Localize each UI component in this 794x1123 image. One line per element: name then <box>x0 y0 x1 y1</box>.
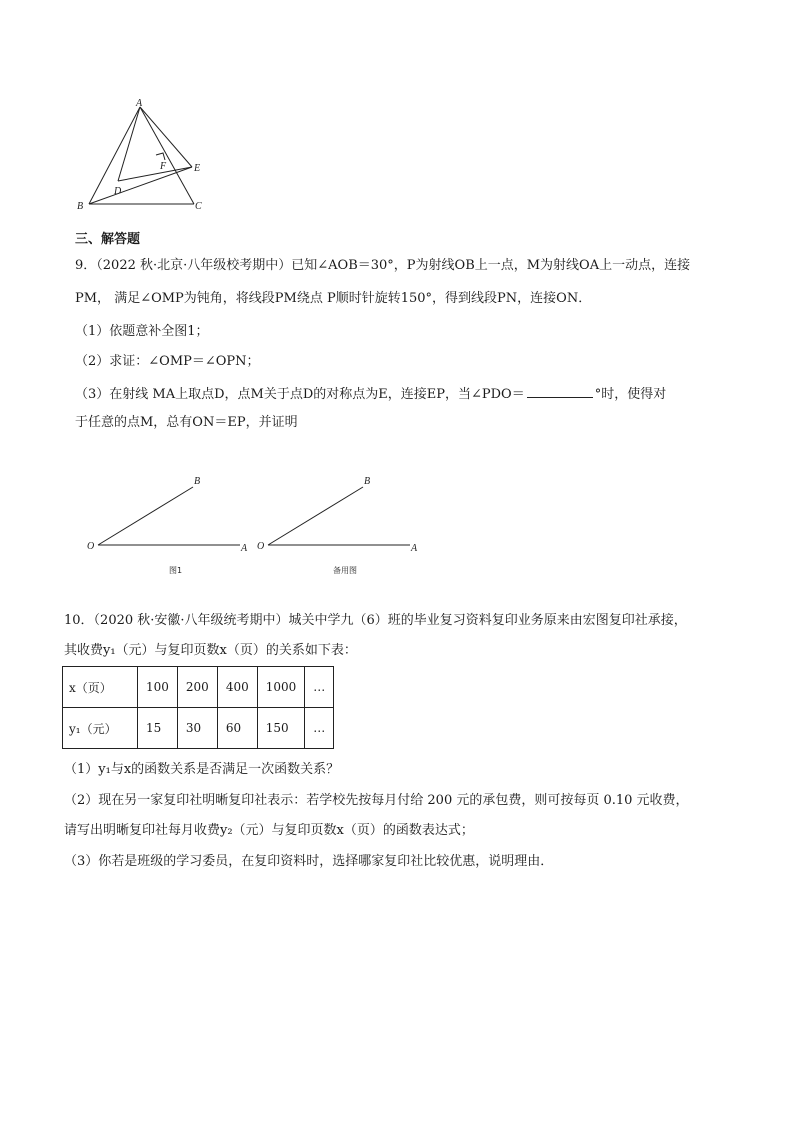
angle-figure-1 <box>85 470 265 580</box>
table-cell: … <box>305 667 334 708</box>
q10-line1: 10．（2020 秋·安徽·八年级统考期中）城关中学九（6）班的毕业复习资料复印业务原来由宏图复印社承接， <box>64 613 687 628</box>
answer-blank[interactable] <box>527 385 593 398</box>
section-title: 三、解答题 <box>75 232 141 247</box>
q10-sub3: （3）你若是班级的学习委员，在复印资料时，选择哪家复印社比较优惠，说明理由． <box>64 854 554 869</box>
fig2-caption: 备用图 <box>333 566 357 575</box>
vertex-label-a: A <box>136 98 143 109</box>
table-cell: … <box>305 708 334 749</box>
table-cell: 200 <box>177 667 217 708</box>
table-cell: 100 <box>138 667 178 708</box>
fig1-label-o: O <box>87 541 95 552</box>
q9-line2: PM， 满足∠OMP为钝角，将线段PM绕点 P顺时针旋转150°，得到线段PN，连接ON． <box>75 291 592 306</box>
vertex-label-f: F <box>160 161 167 172</box>
q9-sub3-text: （3）在射线 MA上取点D，点M关于点D的对称点为E，连接EP，当∠PDO＝ <box>75 387 525 402</box>
q9-sub3-line2: 于任意的点M，总有ON＝EP，并证明 <box>75 415 298 430</box>
vertex-label-c: C <box>195 201 202 212</box>
table-cell: 60 <box>217 708 257 749</box>
q10-line2: 其收费y₁（元）与复印页数x（页）的关系如下表： <box>64 643 357 658</box>
table-cell: 15 <box>138 708 178 749</box>
q10-sub2-line1: （2）现在另一家复印社明晰复印社表示：若学校先按每月付给 200 元的承包费，则可按每页 0.10 元收费， <box>64 793 689 808</box>
table-cell: 1000 <box>257 667 305 708</box>
data-table <box>62 666 334 749</box>
vertex-label-b: B <box>77 201 84 212</box>
fig2-label-a: A <box>411 543 418 554</box>
fig2-label-b: B <box>364 476 371 487</box>
table-cell: 30 <box>177 708 217 749</box>
q9-line1: 9．（2022 秋·北京·八年级校考期中）已知∠AOB＝30°，P为射线OB上一点，M为射线OA上一动点，连接 <box>75 258 691 273</box>
fig1-label-b: B <box>194 476 201 487</box>
table-row <box>63 667 334 708</box>
fig1-label-a: A <box>241 543 248 554</box>
fig1-caption: 图1 <box>169 566 183 575</box>
q10-sub1: （1）y₁与x的函数关系是否满足一次函数关系？ <box>64 762 340 777</box>
table-row-header: x（页） <box>63 667 138 708</box>
triangle-figure <box>70 95 220 213</box>
vertex-label-e: E <box>194 163 201 174</box>
table-row-header: y₁（元） <box>63 708 138 749</box>
q9-sub3 <box>75 385 666 403</box>
q10-sub2-line2: 请写出明晰复印社每月收费y₂（元）与复印页数x（页）的函数表达式； <box>64 823 474 838</box>
table-row <box>63 708 334 749</box>
q9-sub2: （2）求证：∠OMP＝∠OPN； <box>75 354 260 369</box>
table-cell: 400 <box>217 667 257 708</box>
vertex-label-d: D <box>114 186 122 197</box>
q9-sub1: （1）依题意补全图1； <box>75 324 209 339</box>
fig2-label-o: O <box>257 541 265 552</box>
q9-sub3-text-end: °时，使得对 <box>594 387 667 402</box>
table-cell: 150 <box>257 708 305 749</box>
angle-figure-2 <box>255 470 435 580</box>
